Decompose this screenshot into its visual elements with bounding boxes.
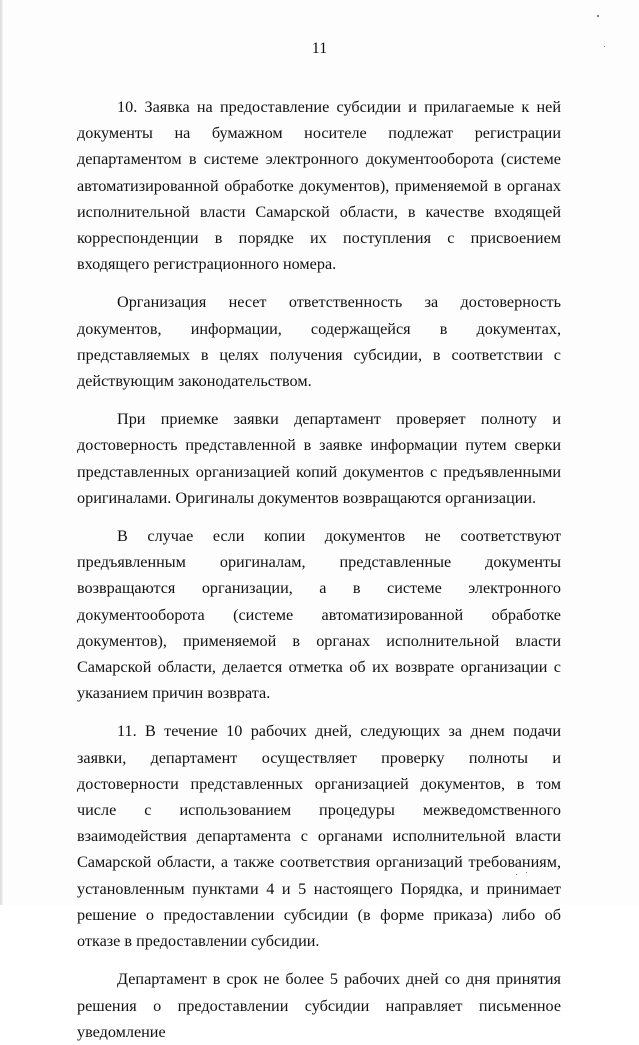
document-body bbox=[77, 94, 561, 1045]
scan-speck bbox=[526, 872, 527, 873]
paragraph-return-documents: В случае если копии документов не соответствуют предъявленным оригиналам, представленные документы возвращаются организации, а в системе электронного документооборота (системе автоматизированной обработке документов), применяемой в органах исполнительной власти Самарской области, делается отметка об их возврате организации с указанием причин возврата. bbox=[77, 527, 561, 703]
paragraph-notification: Департамент в срок не более 5 рабочих дней со дня принятия решения о предоставлении субсидии направляет письменное уведомление bbox=[77, 970, 561, 1041]
page-number: 11 bbox=[311, 40, 328, 57]
scan-speck bbox=[604, 46, 605, 47]
paragraph-11-verification: 11. В течение 10 рабочих дней, следующих за днем подачи заявки, департамент осуществляет проверку полноты и достоверности представленных организацией документов, в том числе с использованием процедуры межведомственного взаимодействия департамента с органами исполнительной власти Самарской области, а также соответствия организаций требованиям, установленным пунктами 4 и 5 настоящего Порядка, и принимает решение о предоставлении субсидии (в форме приказа) либо об отказе в предоставлении субсидии. bbox=[77, 722, 561, 951]
paragraph-responsibility: Организация несет ответственность за достоверность документов, информации, содержащейся в документах, представляемых в целях получения субсидии, в соответствии с действующим законодательством. bbox=[77, 293, 561, 391]
scan-speck bbox=[516, 874, 517, 875]
scan-edge bbox=[0, 0, 3, 905]
paragraph-acceptance-check: При приемке заявки департамент проверяет полноту и достоверность представленной в заявке информации путем сверки представленных организацией копий документов с предъявленными оригиналами. Оригиналы документов возвращаются организации. bbox=[77, 410, 561, 507]
scan-speck bbox=[597, 15, 599, 17]
paragraph-10-registration: 10. Заявка на предоставление субсидии и прилагаемые к ней документы на бумажном носителе подлежат регистрации департаментом в системе электронного документооборота (системе автоматизированной обработке документов), применяемой в органах исполнительной власти Самарской области, в качестве входящей корреспонденции в порядке их поступления с присвоением входящего регистрационного номера. bbox=[77, 98, 561, 274]
